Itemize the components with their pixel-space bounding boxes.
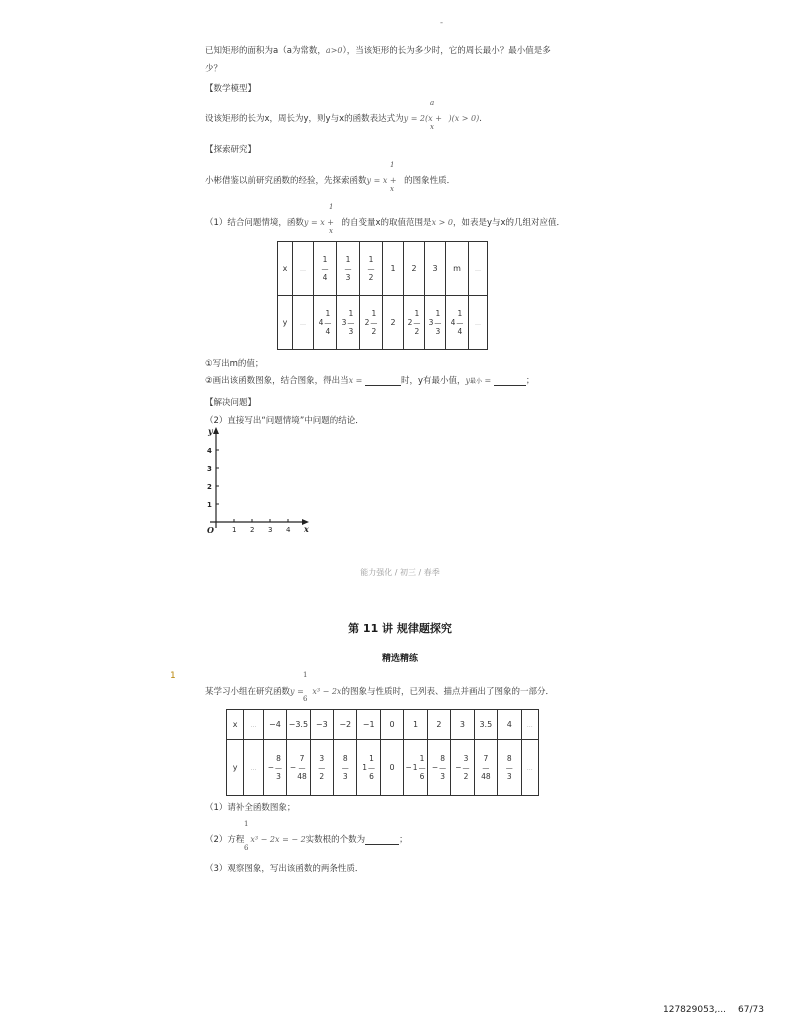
explore-text-b: 的图象性质． [404, 176, 456, 186]
p2-question-3: （3）观察图象，写出该函数的两条性质． [205, 864, 364, 874]
q1-numerator: 1 [329, 203, 334, 211]
table1-y-cell [383, 296, 404, 350]
p2-q2-denominator: 6 [244, 844, 249, 852]
table2 [226, 709, 539, 796]
table1-x-cell [404, 242, 425, 296]
model-text-line [205, 112, 482, 124]
table1-y-cell [314, 296, 337, 350]
table1-x-cell [425, 242, 446, 296]
intro-text-b: 的图象与性质时，已列表、描点并画出了图象的一部分． [341, 687, 554, 697]
statement-text-a: 已知矩形的面积为a（a为常数， [205, 46, 326, 56]
table2-x-row [227, 710, 539, 740]
table2-dots-cell: … [521, 740, 539, 796]
cell-value: 3 [459, 720, 465, 729]
p2-q2-formula: x³ − 2x = − 2 [250, 835, 306, 844]
p2-q2-numerator: 1 [244, 820, 249, 828]
cell-value: 3 — 2 [318, 753, 326, 781]
cell-value: 7 — 48 [481, 753, 491, 781]
y-tick-label: 1 [207, 501, 212, 509]
table2-y-cell [451, 740, 474, 796]
cell-value: 1 [412, 720, 419, 729]
cell-value: 3 1 — 3 [341, 308, 355, 336]
p2-question-1: （1）请补全函数图象； [205, 803, 296, 813]
answer-blank[interactable] [365, 844, 399, 845]
table2-y-cell [380, 740, 403, 796]
problem1-statement-line1 [205, 44, 551, 56]
y-axis-arrow [213, 427, 219, 434]
table2-y-cell [263, 740, 286, 796]
y-tick-label: 4 [207, 447, 212, 455]
table1-y-cell [337, 296, 360, 350]
cell-value: m [453, 264, 461, 273]
x-tick-label: 1 [232, 526, 237, 534]
cell-value: − 8 — 3 [267, 753, 283, 781]
cell-value: 1 1 — 6 [362, 753, 376, 781]
table1-x-cell [337, 242, 360, 296]
cell-value: 3.5 [479, 720, 493, 729]
table2-dots-cell: … [521, 710, 539, 740]
explore-text-a: 小彬借鉴以前研究函数的经验，先探索函数 [205, 176, 367, 186]
sub-question-1: ①写出m的值； [205, 359, 264, 369]
cell-value: 0 [389, 763, 395, 772]
table2-y-cell [404, 740, 427, 796]
cell-value: −1 [362, 720, 375, 729]
cell-value: 4 [506, 720, 512, 729]
sub2-text-c: ； [525, 376, 535, 386]
y-tick-label: 2 [207, 483, 212, 491]
model-period: . [479, 114, 482, 124]
table2-x-cell [310, 710, 333, 740]
model-formula-tail: )(x > 0) [448, 114, 480, 123]
cell-value: −3 [315, 720, 328, 729]
table2-x-cell [451, 710, 474, 740]
intro-formula-tail: x³ − 2x [312, 687, 342, 696]
cell-value: 8 — 3 [341, 753, 349, 781]
table1-x-cell [446, 242, 469, 296]
problem1-statement-line2: 少？ [205, 64, 223, 74]
table2-y-row [227, 740, 539, 796]
p2-question-2 [205, 833, 408, 845]
model-formula-main: y = 2(x + [403, 114, 445, 123]
statement-text-b: ），当该矩形的长为多少时，它的周长最小？最小值是多 [342, 46, 551, 56]
page-top-mark: - [440, 18, 444, 28]
table2-x-cell [474, 710, 497, 740]
cell-value: 2 1 — 2 [407, 308, 421, 336]
q1-text-b: 的自变量x的取值范围是 [341, 218, 432, 228]
cell-value: −3.5 [288, 720, 309, 729]
axis-ticks [207, 447, 291, 534]
table2-x-cell [263, 710, 286, 740]
lesson-title: 第 11 讲 规律题探究 [348, 622, 452, 635]
sub2-text-a: ②画出该函数图象，结合图象，得出当 [205, 376, 349, 386]
problem2-intro [205, 685, 554, 697]
explore-line [205, 174, 455, 186]
cell-value: 3 1 — 3 [428, 308, 442, 336]
table1-x-cell [314, 242, 337, 296]
answer-blank[interactable] [494, 385, 526, 386]
model-heading: 【数学模型】 [205, 84, 257, 94]
table2-x-cell [287, 710, 310, 740]
model-formula-denominator: x [430, 123, 434, 131]
intro-denominator: 6 [303, 695, 308, 703]
p2-q2-text-b: 实数根的个数为 [305, 835, 366, 845]
cell-value: − 3 — 2 [455, 753, 470, 781]
cell-value: 4 1 — 4 [318, 308, 332, 336]
table2-x-cell [404, 710, 427, 740]
table1-x-label: x [278, 242, 293, 296]
explore-numerator: 1 [390, 161, 395, 169]
table2-x-cell [380, 710, 403, 740]
table1-dots: … [300, 266, 306, 273]
y-axis-label: y [208, 426, 213, 436]
cell-value: 1 — 3 [344, 254, 352, 282]
table2-dots: … [250, 722, 257, 729]
page-number: 67/73 [738, 1005, 764, 1015]
table1-y-cell [404, 296, 425, 350]
table2-x-cell [427, 710, 450, 740]
explore-heading: 【探索研究】 [205, 145, 257, 155]
cell-value: 4 1 — 4 [450, 308, 464, 336]
table2-x-cell [498, 710, 521, 740]
q1-formula: y = x + [303, 218, 337, 227]
sub2-text-b: 时，y有最小值， [400, 376, 466, 386]
cell-value: 2 [390, 318, 396, 327]
table2-y-cell [334, 740, 357, 796]
model-formula-numerator: a [430, 99, 435, 107]
problem-number: 1 [170, 671, 176, 681]
explore-denominator: x [390, 185, 394, 193]
table2-y-cell [498, 740, 521, 796]
y-tick-label: 3 [207, 465, 212, 473]
x-axis-label: x [304, 524, 309, 534]
table1-dots: … [475, 320, 481, 327]
x-tick-label: 3 [268, 526, 273, 534]
cell-value: 2 [411, 264, 417, 273]
question-2: （2）直接写出“问题情境”中问题的结论． [205, 416, 364, 426]
table1 [277, 241, 488, 350]
cell-value: −2 [339, 720, 352, 729]
x-tick-label: 4 [286, 526, 291, 534]
lesson-subtitle: 精选精练 [381, 654, 418, 664]
table1-y-cell [446, 296, 469, 350]
table1-y-cell [425, 296, 446, 350]
cell-value: 0 [389, 720, 395, 729]
coordinate-axes [200, 424, 315, 539]
q1-text-a: （1）结合问题情境，函数 [205, 218, 304, 228]
cell-value: − 1 1 — 6 [405, 753, 426, 781]
cell-value: 3 [432, 264, 438, 273]
table1-dots: … [300, 320, 306, 327]
table1-x-row [278, 242, 488, 296]
table1-dots: … [475, 266, 481, 273]
q1-text-c: ，如表是y与x的几组对应值． [452, 218, 566, 228]
table1-y-label: y [278, 296, 293, 350]
cell-value: − 7 — 48 [289, 753, 307, 781]
origin-label: O [207, 525, 214, 535]
cell-value: 8 — 3 [505, 753, 513, 781]
q1-line [205, 216, 565, 228]
p2-q2-text-a: （2）方程 [205, 835, 245, 845]
table2-y-cell [427, 740, 450, 796]
cell-value: 1 — 2 [367, 254, 375, 282]
explore-formula: y = x + [366, 176, 400, 185]
cell-value: − 8 — 3 [431, 753, 447, 781]
x-tick-label: 2 [250, 526, 255, 534]
q1-denominator: x [329, 227, 333, 235]
section-footer: 能力强化 / 初三 / 春季 [360, 568, 440, 577]
model-text: 设该矩形的长为x，周长为y，则y与x的函数表达式为 [205, 114, 404, 124]
cell-value: 1 [390, 264, 396, 273]
sub2-math2-tail: = [482, 376, 494, 385]
intro-formula: y = [290, 687, 307, 696]
sub-question-2 [205, 374, 534, 386]
table2-x-cell [334, 710, 357, 740]
statement-math: a>0 [325, 46, 343, 55]
sub2-math1: x = [348, 376, 365, 385]
p2-q2-text-c: ； [399, 835, 408, 845]
cell-value: −4 [269, 720, 281, 729]
q1-math: x > 0 [431, 218, 453, 227]
sub2-math2: y [465, 376, 470, 385]
intro-text-a: 某学习小组在研究函数 [205, 687, 291, 697]
table1-y-cell [360, 296, 383, 350]
table2-y-cell [357, 740, 380, 796]
cell-value: 1 — 4 [321, 254, 329, 282]
table1-x-cell [360, 242, 383, 296]
table2-y-cell [474, 740, 497, 796]
table2-y-cell [310, 740, 333, 796]
table1-y-row [278, 296, 488, 350]
sub2-math2-sub: 最小 [470, 378, 483, 385]
table2-y-label: y [227, 740, 244, 796]
table2-dots: … [250, 765, 257, 772]
table2-x-cell [357, 710, 380, 740]
table2-y-cell [287, 740, 310, 796]
cell-value: 2 1 — 2 [364, 308, 378, 336]
solve-heading: 【解决问题】 [205, 398, 257, 408]
table1-x-cell [383, 242, 404, 296]
table2-x-label: x [227, 710, 244, 740]
cell-value: 2 [436, 720, 442, 729]
intro-numerator: 1 [303, 671, 308, 679]
answer-blank[interactable] [365, 385, 401, 386]
document-id: 127829053,... [663, 1005, 726, 1015]
